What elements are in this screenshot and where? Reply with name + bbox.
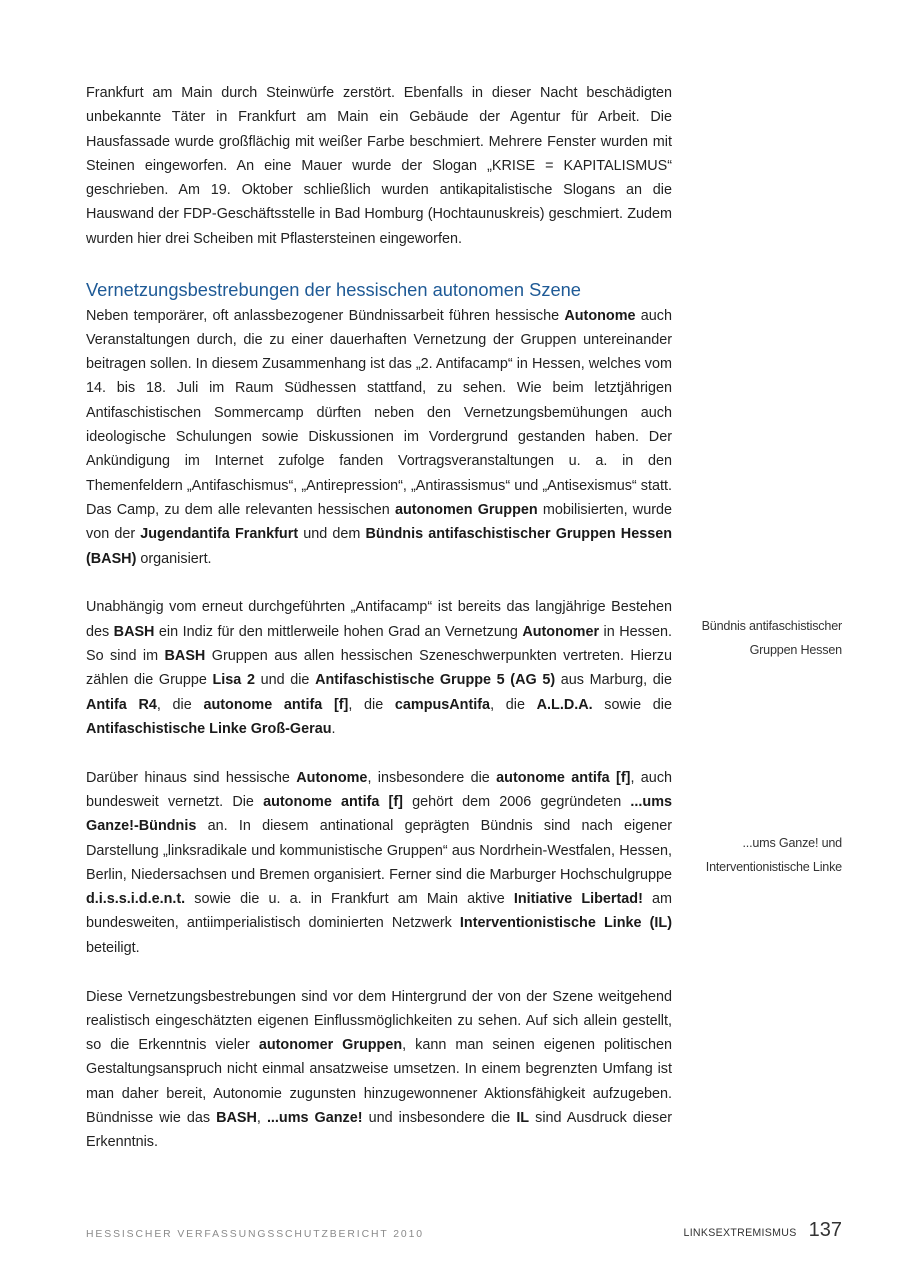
section-heading: Vernetzungsbestrebungen der hessischen autonomen Szene (86, 278, 581, 300)
footer-publication-title: HESSISCHER VERFASSUNGSSCHUTZBERICHT 2010 (86, 1229, 424, 1240)
footer-page-info (684, 1219, 843, 1242)
page-number: 137 (808, 1219, 842, 1241)
footer-section-name: LINKSEXTREMISMUS (683, 1227, 797, 1239)
main-text-column (86, 81, 672, 1179)
margin-note-ums-ganze: ...ums Ganze! und Interventionistische Linke (705, 836, 842, 875)
paragraph-antifacamp: Neben temporärer, oft anlassbezogener Bündnissarbeit führen hessische Autonome auch Veranstaltungen durch, die zu einer dauerhaften Vernetzung der Gruppen untereinander beitragen sollen. In diesem Zusammenhang ist das „2. Antifacamp“ in Hessen, welches vom 14. bis 18. Juli im Raum Südhessen stattfand, zu sehen. Wie beim letztjährigen Antifaschistischen Sommercamp dürften neben den Vernetzungsbemühungen auch ideologische Schulungen sowie Diskussionen im Vordergrund gestanden haben. Der Ankündigung im Internet zufolge fanden Vortragsveranstaltungen u. a. in den Themenfeldern „Antifaschismus“, „Antirepression“, „Antirassismus“ und „Antisexismus“ statt. Das Camp, zu dem alle relevanten hessischen autonomen Gruppen mobilisierten, wurde von der Jugendantifa Frankfurt und dem Bündnis antifaschistischer Gruppen Hessen (BASH) organisiert. (86, 307, 672, 567)
paragraph-bash: Unabhängig vom erneut durchgeführten „Antifacamp“ ist bereits das langjährige Bestehen des BASH ein Indiz für den mittlerweile hohen Grad an Vernetzung Autonomer in Hessen. So sind im BASH Gruppen aus allen hessischen Szeneschwerpunkten vertreten. Hierzu zählen die Gruppe Lisa 2 und die Antifaschistische Gruppe 5 (AG 5) aus Marburg, die Antifa R4, die autonome antifa [f], die campusAntifa, die A.L.D.A. sowie die Antifaschistische Linke Groß-Gerau. (86, 599, 673, 737)
margin-note-bash: Bündnis antifaschistischer Gruppen Hessen (701, 619, 842, 658)
paragraph-vandalism: Frankfurt am Main durch Steinwürfe zerstört. Ebenfalls in dieser Nacht beschädigten unbekannte Täter in Frankfurt am Main ein Gebäude der Agentur für Arbeit. Die Hausfassade wurde großflächig mit weißer Farbe beschmiert. Mehrere Fenster wurden mit Steinen eingeworfen. An eine Mauer wurde der Slogan „KRISE = KAPITALISMUS“ geschrieben. Am 19. Oktober schließlich wurden antikapitalistische Slogans an die Hauswand der FDP-Geschäftsstelle in Bad Homburg (Hochtaunuskreis) geschmiert. Zudem wurden hier drei Scheiben mit Pflastersteinen eingeworfen. (86, 85, 672, 247)
paragraph-national-network: Darüber hinaus sind hessische Autonome, insbesondere die autonome antifa [f], auch bundesweit vernetzt. Die autonome antifa [f] gehört dem 2006 gegründeten ...ums Ganze!-Bündnis an. In diesem antinational geprägten Bündnis sind nach eigener Darstellung „linksradikale und kommunistische Gruppen“ aus Nordrhein-Westfalen, Hessen, Berlin, Niedersachsen und Bremen organisiert. Ferner sind die Marburger Hochschulgruppe d.i.s.s.i.d.e.n.t. sowie die u. a. in Frankfurt am Main aktive Initiative Libertad! am bundesweiten, antiimperialistisch dominierten Netzwerk Interventionistische Linke (IL) beteiligt. (86, 769, 673, 956)
paragraph-conclusion: Diese Vernetzungsbestrebungen sind vor dem Hintergrund der von der Szene weitgehend realistisch eingeschätzten eigenen Einflussmöglichkeiten zu sehen. Auf sich allein gestellt, so die Erkenntnis vieler autonomer Gruppen, kann man seinen eigenen politischen Gestaltungsanspruch nicht einmal ansatzweise umsetzen. In einem begrenzten Umfang ist man daher bereit, Autonomie zugunsten hinzugewonnener Aktionsfähigkeit aufzugeben. Bündnisse wie das BASH, ...ums Ganze! und insbesondere die IL sind Ausdruck dieser Erkenntnis. (86, 988, 673, 1151)
